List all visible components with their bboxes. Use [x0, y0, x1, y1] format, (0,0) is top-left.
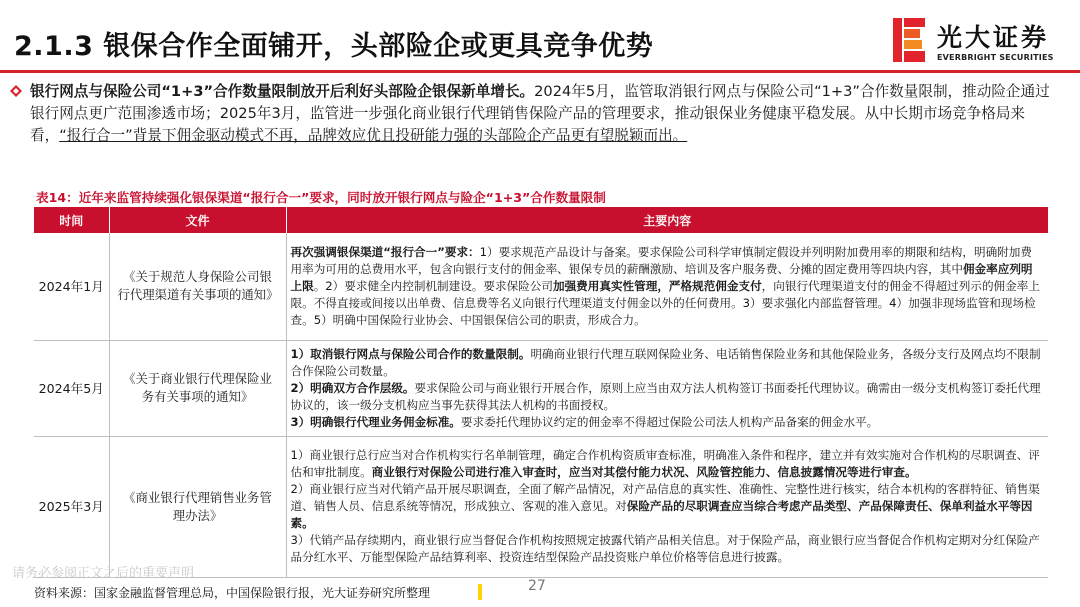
content-text: 要求委托代理协议约定的佣金率不得超过保险公司法人机构产品备案的佣金水平。 [460, 414, 879, 429]
intro-underlined: “报行合一”背景下佣金驱动模式不再，品牌效应优且投研能力强的头部险企产品更有望脱颖而出。 [59, 127, 688, 144]
row-content [286, 340, 1048, 436]
row-content [286, 233, 1048, 340]
table-caption: 表14：近年来监管持续强化银保渠道“报行合一”要求，同时放开银行网点与险企“1+3”合作数量限制 [36, 190, 606, 205]
content-bold: 保险产品的尽职调查应当综合考虑产品类型、产品保障责任、保单利益水平等因素。 [290, 499, 1033, 530]
row-document: 《关于规范人身保险公司银行代理渠道有关事项的通知》 [109, 233, 286, 340]
content-text: 1）商业银行总行应当对合作机构实行名单制管理，确定合作机构资质审查标准，明确准入条件和程序，建立并有效实施对合作机构的尽职调查、评估和审批制度。 [290, 448, 1040, 479]
content-text: 明确商业银行代理互联网保险业务、电话销售保险业务和其他保险业务，各级分支行及网点均不限制合作保险公司数量。 [290, 346, 1041, 378]
regulation-table [34, 207, 1048, 578]
diamond-bullet-icon [10, 85, 22, 97]
page-number: 27 [528, 578, 546, 594]
everbright-logo-icon [893, 18, 925, 62]
row-content [286, 436, 1048, 577]
disclaimer-watermark: 请务必参阅正文之后的重要声明 [12, 566, 195, 581]
table-row [34, 436, 1048, 577]
header-content: 主要内容 [286, 207, 1048, 233]
content-text: 。2）要求健全内控制机制建设。要求保险公司 [313, 278, 553, 293]
intro-body: 2024年5月，监管取消银行网点与保险公司“1+3”合作数量限制，推动险企通过银行网点更广范围渗透市场；2025年3月，监管进一步强化商业银行代理销售保险产品的管理要求，推动银保业务健康平稳发展。从中长期市场竞争格局来看， [30, 83, 1050, 144]
content-bold: 商业银行对保险公司进行准入审查时，应当对其偿付能力状况、风险管控能力、信息披露情况等进行审查。 [371, 465, 917, 479]
table-row [34, 233, 1048, 340]
brand-logo [893, 18, 1068, 66]
row-document: 《商业银行代理销售业务管理办法》 [109, 436, 286, 577]
logo-english-text: EVERBRIGHT SECURITIES [937, 53, 1054, 62]
intro-paragraph [30, 81, 1060, 147]
row-time: 2024年1月 [34, 233, 109, 340]
content-bold: 再次强调银保渠道“报行合一”要求： [290, 244, 480, 259]
row-time: 2025年3月 [34, 436, 109, 577]
content-bold: 佣金率应列明上限 [290, 261, 1033, 293]
source-note: 资料来源：国家金融监督管理总局，中国保险银行报，光大证券研究所整理 [34, 586, 431, 600]
page-title: 2.1.3 银保合作全面铺开，头部险企或更具竞争优势 [14, 31, 654, 62]
row-time: 2024年5月 [34, 340, 109, 436]
table-header-row [34, 207, 1048, 233]
source-highlight-mark [478, 584, 482, 600]
content-text: 1）要求规范产品设计与备案。要求保险公司科学审慎制定假设并列明附加费用率的期限和结构，明确附加费用率为可用的总费用水平，包含向银行支付的佣金率、银保专员的薪酬激励、培训及客户服务费、分摊的固定费用等四块内容，其中 [290, 244, 1032, 276]
header-document: 文件 [109, 207, 286, 233]
table-row [34, 340, 1048, 436]
content-text: 2）商业银行应当对代销产品开展尽职调查，全面了解产品情况，对产品信息的真实性、准确性、完整性进行核实，结合本机构的客群特征、销售渠道、销售人员、信息系统等情况，形成独立、客观的准入意见。对 [290, 482, 1040, 513]
row-document: 《关于商业银行代理保险业务有关事项的通知》 [109, 340, 286, 436]
header-time: 时间 [34, 207, 109, 233]
content-bold: 2）明确双方合作层级。 [290, 380, 415, 395]
content-text: ，向银行代理渠道支付的佣金不得超过列示的佣金率上限。不得直接或间接以出单费、信息费等名义向银行代理渠道支付佣金以外的任何费用。3）要求强化内部监督管理。4）加强非现场监管和现场检查。5）明确中国保险行业协会、中国银保信公司的职责，形成合力。 [290, 278, 1040, 327]
title-divider [0, 70, 1080, 73]
content-bold: 1）取消银行网点与保险公司合作的数量限制。 [290, 346, 531, 361]
intro-lead: 银行网点与保险公司“1+3”合作数量限制放开后利好头部险企银保新单增长。 [30, 83, 535, 100]
logo-chinese-text: 光大证券 [937, 23, 1050, 52]
content-text: 要求保险公司与商业银行开展合作，原则上应当由双方法人机构签订书面委托代理协议。确需由一级分支机构签订委托代理协议的，该一级分支机构应当事先获得其法人机构的书面授权。 [290, 380, 1041, 412]
content-text: 3）代销产品存续期内，商业银行应当督促合作机构按照规定披露代销产品相关信息。对于保险产品，商业银行应当督促合作机构定期对分红保险产品分红水平、万能型保险产品结算利率、投资连结型保险产品投资账户单位价格等信息进行披露。 [290, 533, 1040, 564]
content-bold: 加强费用真实性管理，严格规范佣金支付 [552, 278, 762, 293]
content-bold: 3）明确银行代理业务佣金标准。 [290, 414, 461, 429]
